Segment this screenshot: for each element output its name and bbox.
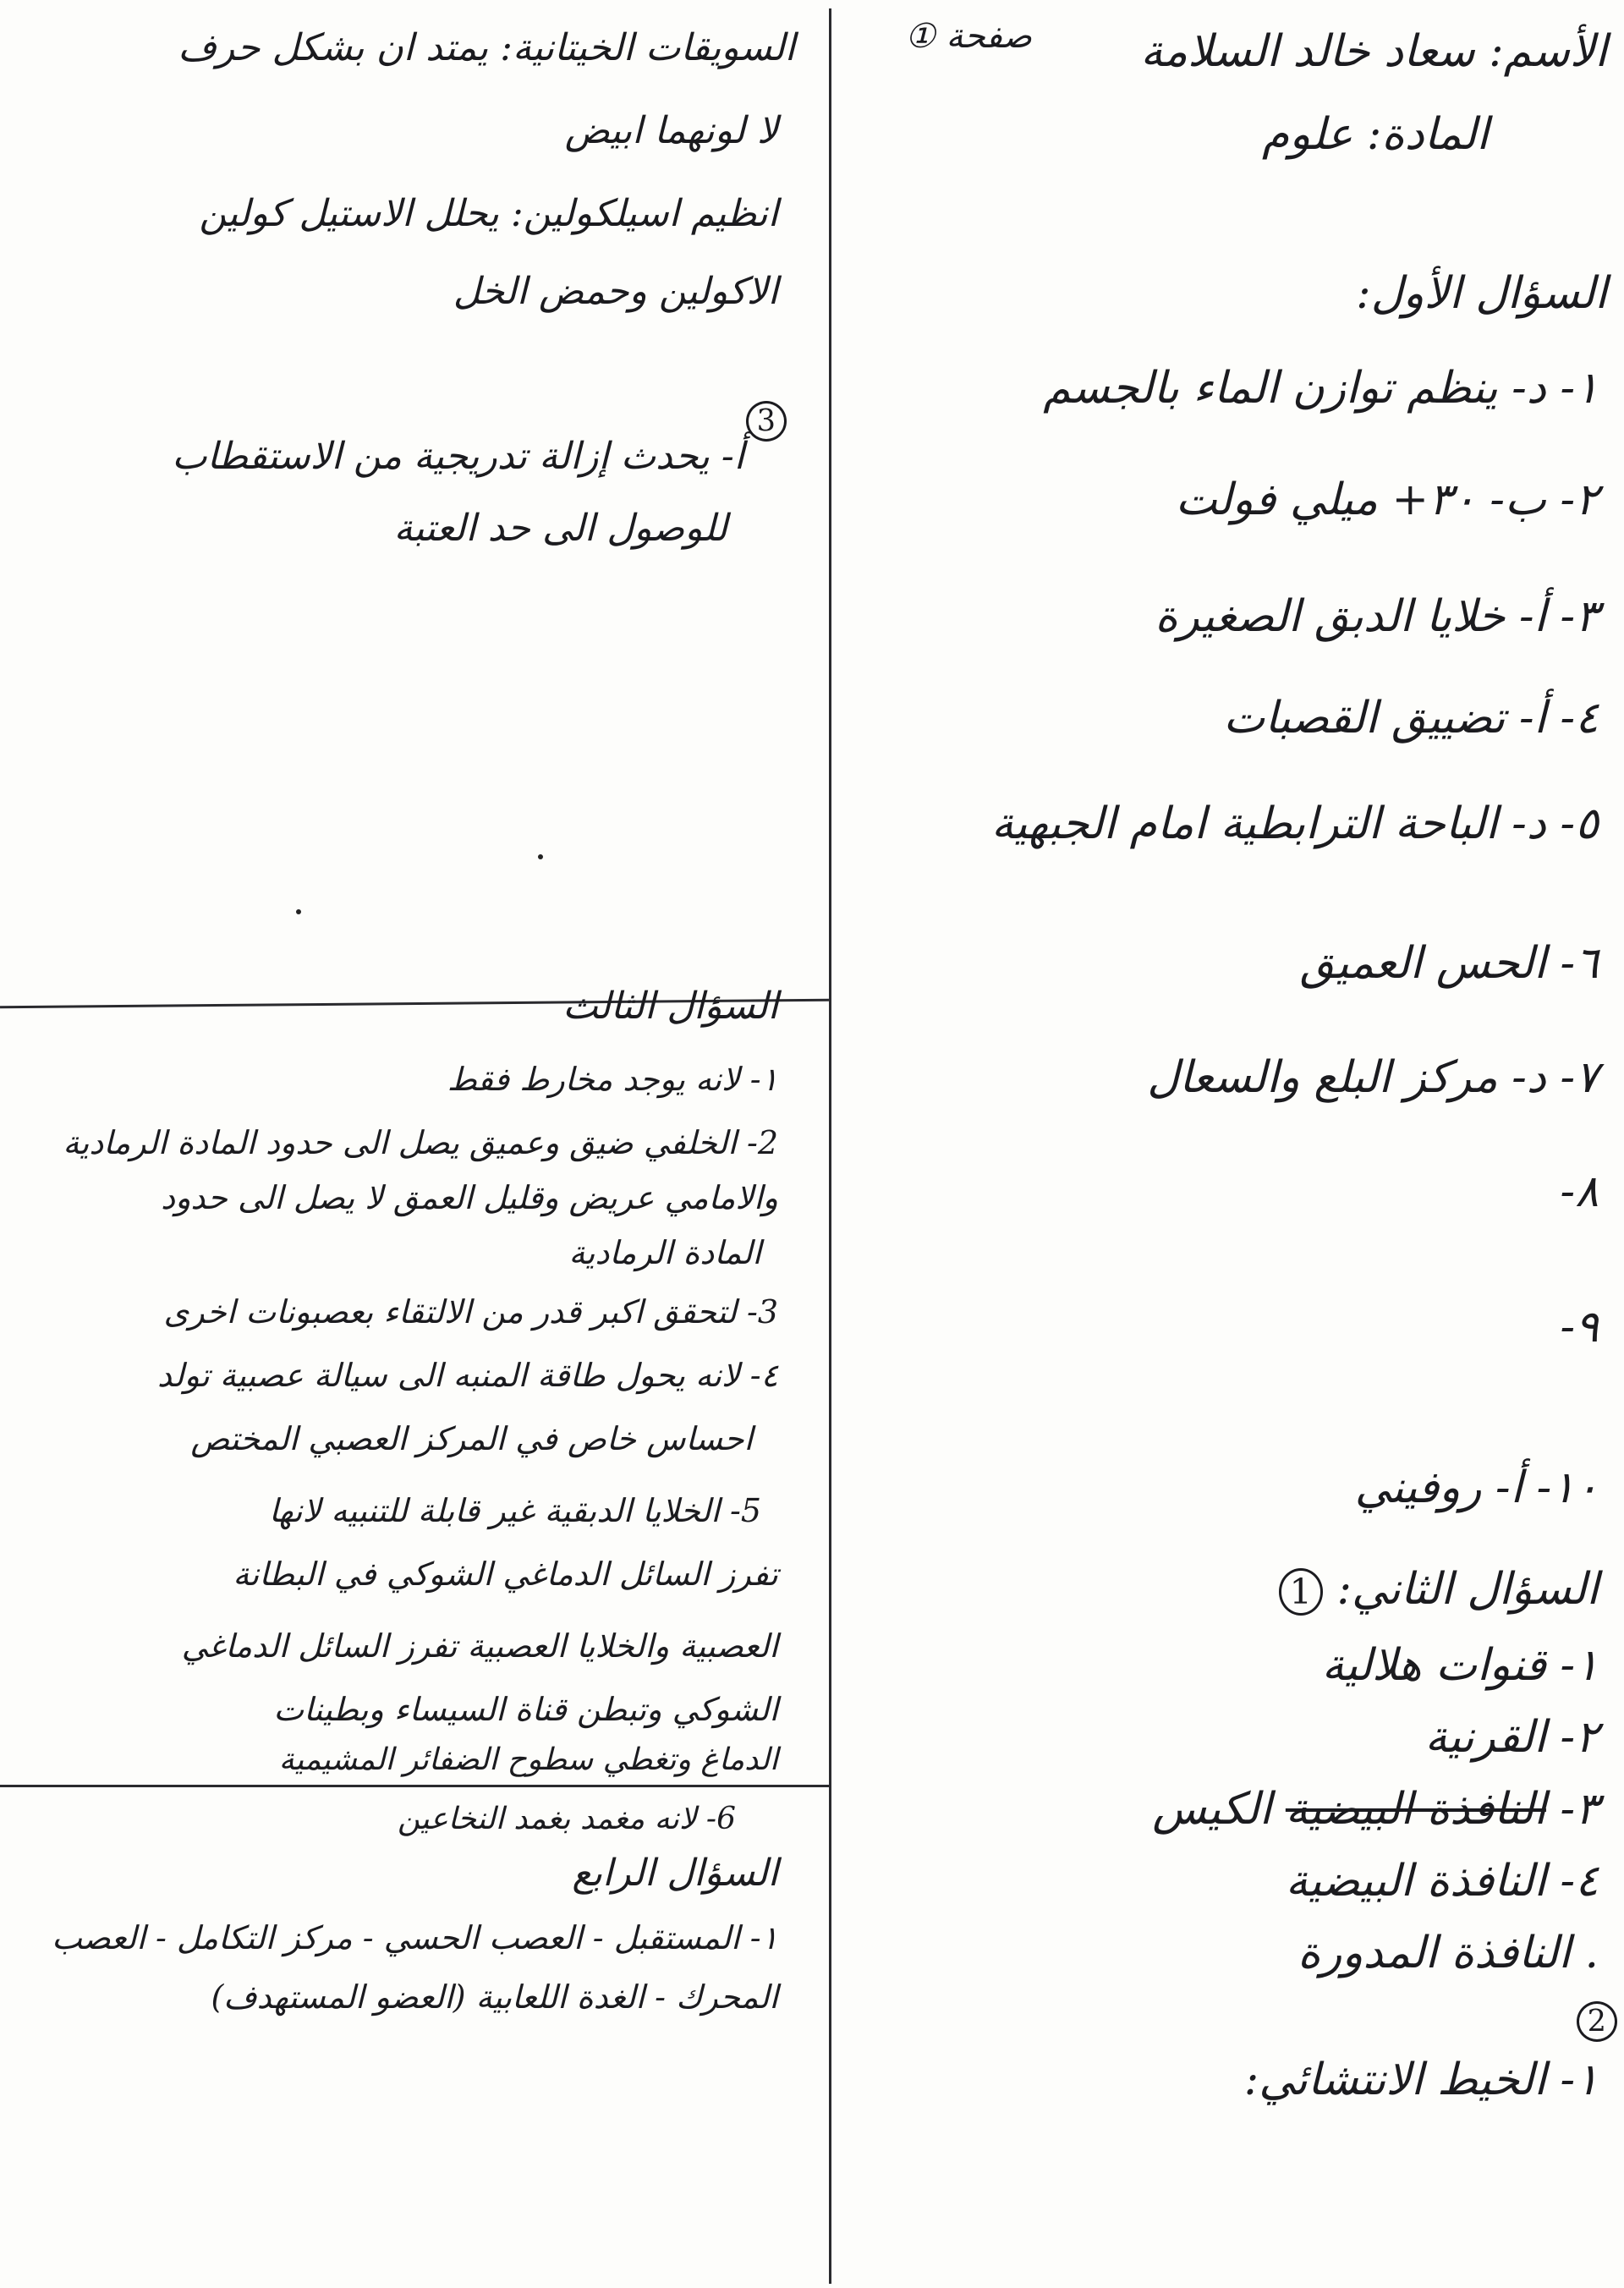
stray-mark-2 [296,909,301,914]
q3-line-2: 2- الخلفي ضيق وعميق يصل الى حدود المادة الرمادية [63,1124,778,1161]
q3-line-4: المادة الرمادية [568,1234,761,1271]
q1-answer-4: ٤- أ- تضييق القصبات [1223,693,1599,743]
q2-answer-4: ٤- النافذة البيضية [1285,1856,1599,1907]
q3-line-13: 6- لانه مغمد بغمد النخاعين [398,1802,736,1836]
q1-answer-8: ٨- [1560,1166,1599,1217]
q1-answer-6: ٦- الحس العميق [1299,938,1599,989]
q4-title: السؤال الرابع [572,1852,778,1895]
q2-title [1279,1565,1599,1616]
subject-line: المادة: علوم [1262,109,1489,160]
q2-answer-1: ١- قنوات هلالية [1321,1640,1599,1691]
q3-line-12: الدماغ وتغطي سطوح الضفائر المشيمية [278,1742,778,1777]
q1-title: السؤال الأول: [1356,268,1607,319]
q3-line-3: والامامي عريض وقليل العمق لا يصل الى حدود [161,1179,778,1216]
q2-part2-line: ١- الخيط الانتشائي: [1243,2055,1599,2105]
q3-a-line-2: للوصول الى حد العتبة [393,507,727,550]
q3-line-6: ٤- لانه يحول طاقة المنبه الى سيالة عصبية تولد [157,1357,778,1394]
q3-line-9: تفرز السائل الدماغي الشوكي في البطانة [233,1556,778,1593]
q4-line-1: ١- المستقبل - العصب الحسي - مركز التكامل - العصب [52,1919,778,1956]
left-top-line-2: لا لونهما ابيض [564,109,778,152]
q1-answer-10: ١٠- أ- روفيني [1354,1462,1599,1513]
q1-answer-9: ٩- [1560,1302,1599,1352]
q3-line-11: الشوكي وتبطن قناة السيساء وبطينات [273,1691,778,1728]
q3-line-7: احساس خاص في المركز العصبي المختص [190,1420,753,1457]
column-divider [829,8,831,2284]
q3-title: السؤال الثالث [562,985,778,1028]
q1-answer-5: ٥- د- الباحة الترابطية امام الجبهية [991,798,1599,849]
left-top-line-3: انظيم اسيلكولين: يحلل الاستيل كولين [199,192,778,235]
page-number: صفحة ① [904,17,1032,56]
q2-answer-2: ٢- القرنية [1424,1712,1599,1763]
q3-line-1: ١- لانه يوجد مخارط فقط [447,1061,778,1098]
q3-line-5: 3- لتحقق اكبر قدر من الالتقاء بعصبونات اخرى [163,1293,778,1331]
q2-answer-3 [1152,1785,1599,1835]
q2-answer-5: . النافذة المدورة [1298,1928,1599,1978]
q2-answer-3-crossed: النافذة البيضية [1285,1784,1546,1835]
q1-answer-3: ٣- أ- خلايا الدبق الصغيرة [1155,591,1599,642]
q2-title-text: السؤال الثاني: [1336,1564,1599,1615]
q4-line-2: المحرك - الغدة اللعابية (العضو المستهدف) [211,1978,778,2016]
q3-a-line-1: أ- يحدث إزالة تدريجية من الاستقطاب [172,435,744,478]
q2-answer-3-number: ٣- [1560,1784,1599,1835]
left-top-line-4: الاكولين وحمض الخل [453,270,778,313]
q2-part2-mark [1577,1998,1617,2042]
stray-mark-1 [538,854,543,859]
q1-answer-1: ١- د- ينظم توازن الماء بالجسم [1043,363,1599,414]
student-name: الأسم: سعاد خالد السلامة [1140,26,1607,77]
q2-part2-mark-circle: 2 [1577,2001,1617,2042]
left-top-line-1: السويقات الخيتانية: يمتد ان بشكل حرف [178,26,795,69]
q2-part1-mark: 1 [1279,1568,1323,1616]
q2-answer-3-rest: الكيس [1152,1784,1272,1835]
q3-mark-circle: 3 [746,401,787,442]
q4-top-divider [0,1785,829,1787]
q1-answer-2: ٢- ب- ٣٠+ ميلي فولت [1175,475,1599,525]
q1-answer-7: ٧- د- مركز البلع والسعال [1147,1052,1599,1103]
q3-line-10: العصبية والخلايا العصبية تفرز السائل الدماغي [181,1627,778,1665]
q3-mark [746,398,787,442]
q3-line-8: 5- الخلايا الدبقية غير قابلة للتنبيه لانها [268,1492,761,1529]
